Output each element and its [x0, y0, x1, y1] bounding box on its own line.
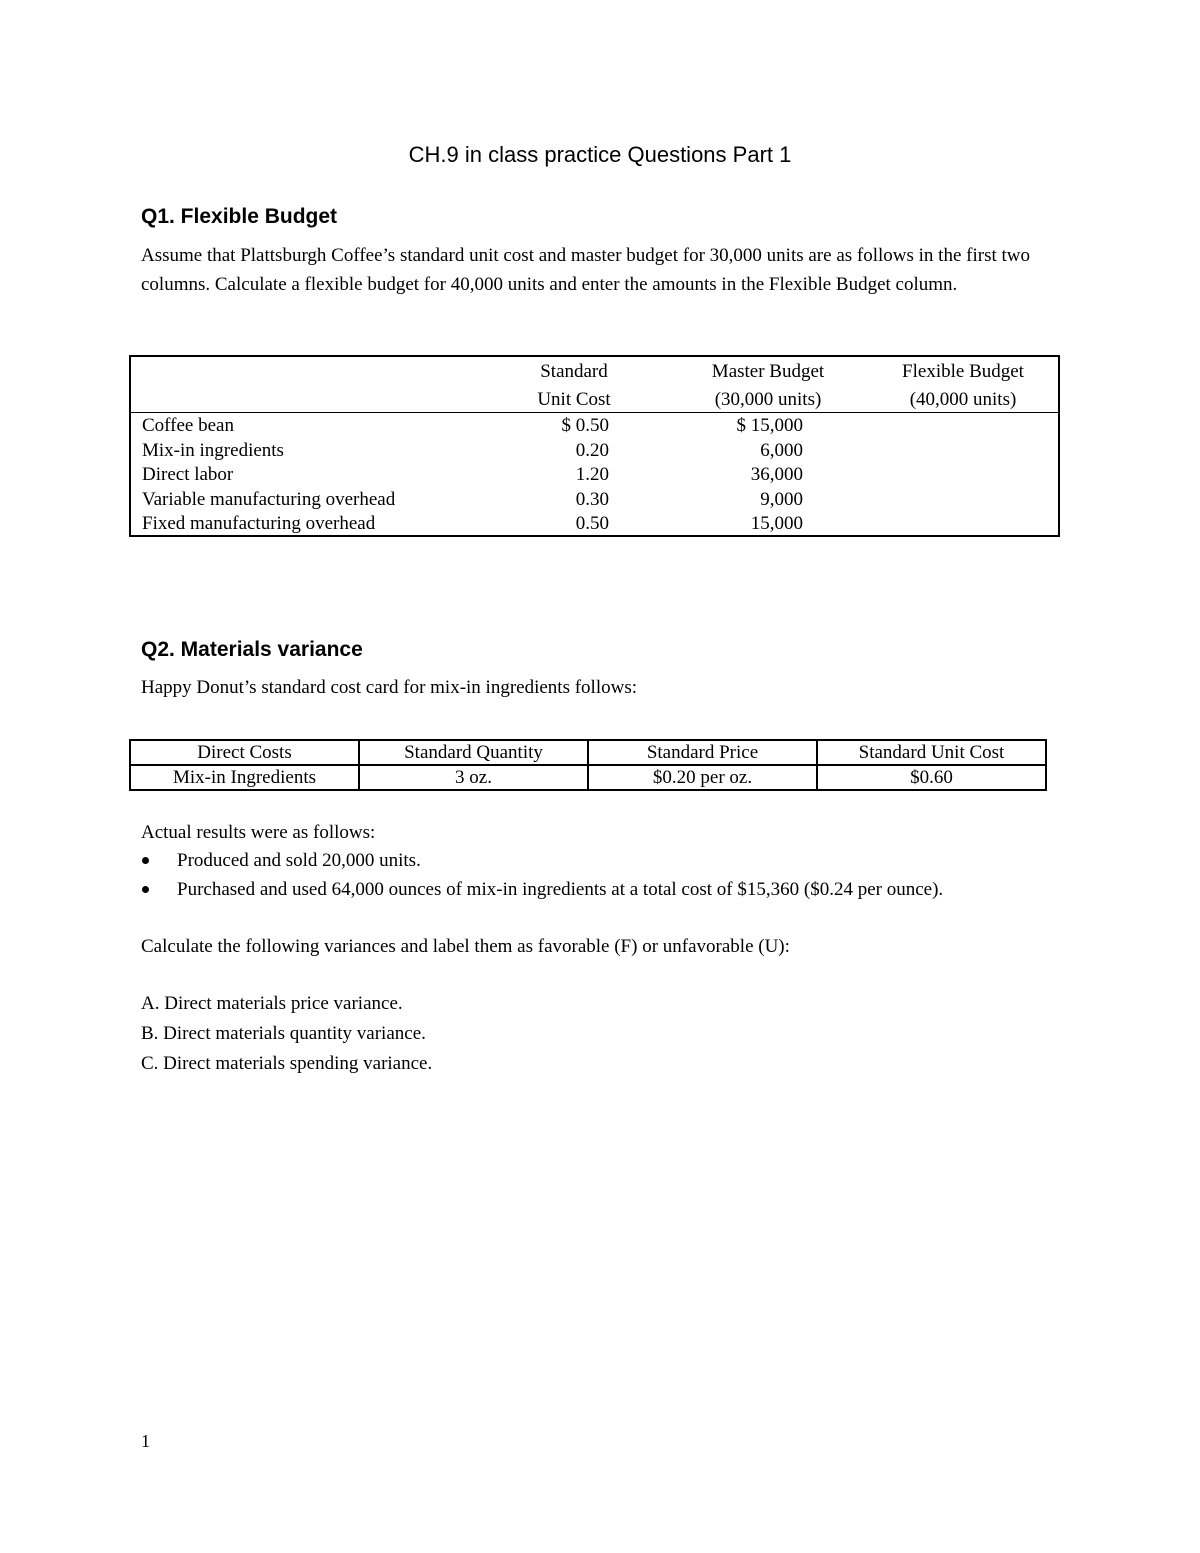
col-header-standard-line2: Unit Cost: [537, 389, 611, 410]
header-divider: [131, 412, 1058, 413]
bullet-icon: [142, 857, 149, 864]
row-unit-cost: 0.50: [575, 513, 609, 534]
standard-cost-card-table: [129, 739, 1047, 791]
table-row: [131, 512, 1058, 537]
list-item: [141, 875, 943, 904]
page-number: 1: [141, 1431, 150, 1451]
table-row: [131, 463, 1058, 488]
table-row: [131, 414, 1058, 439]
col-header-flexible-line1: Flexible Budget: [902, 361, 1024, 382]
row-label: Direct labor: [142, 464, 234, 485]
table-header-row: [130, 740, 1046, 765]
header-cell: Standard Unit Cost: [817, 740, 1046, 765]
header-cell: Standard Quantity: [359, 740, 588, 765]
table-cell: Mix-in Ingredients: [130, 765, 359, 790]
col-header-master: [685, 358, 851, 414]
row-label: Coffee bean: [142, 415, 234, 436]
row-unit-cost: 0.20: [575, 439, 609, 461]
col-header-master-line2: (30,000 units): [714, 389, 822, 410]
table-row: [131, 488, 1058, 513]
row-unit-cost: $ 0.50: [561, 415, 609, 436]
col-header-master-line1: Master Budget: [711, 361, 825, 382]
part-c: C. Direct materials spending variance.: [141, 1053, 433, 1074]
row-unit-cost: 0.30: [575, 488, 609, 510]
col-header-flexible-line2: (40,000 units): [909, 389, 1017, 410]
col-header-flexible: [875, 358, 1051, 414]
list-item-text: Purchased and used 64,000 ounces of mix-in ingredients at a total cost of $15,360 ($0.24 per ounce).: [177, 879, 944, 900]
q1-heading: Q1. Flexible Budget: [141, 205, 338, 228]
q2-intro: Happy Donut’s standard cost card for mix-in ingredients follows:: [141, 677, 638, 698]
header-cell: Direct Costs: [130, 740, 359, 765]
flexible-budget-table: [129, 355, 1060, 537]
part-a: A. Direct materials price variance.: [141, 993, 403, 1014]
list-item-text: Produced and sold 20,000 units.: [177, 850, 421, 871]
col-header-standard: [503, 358, 645, 414]
table-cell: $0.20 per oz.: [588, 765, 817, 790]
actual-results-list: [141, 846, 943, 904]
row-master-budget: 36,000: [750, 464, 803, 485]
table-row: [130, 765, 1046, 790]
row-label: Variable manufacturing overhead: [142, 488, 396, 510]
header-cell: Standard Price: [588, 740, 817, 765]
row-master-budget: $ 15,000: [736, 415, 803, 436]
page-title: CH.9 in class practice Questions Part 1: [408, 142, 792, 167]
row-master-budget: 6,000: [760, 439, 803, 461]
row-label: Mix-in ingredients: [142, 439, 284, 461]
row-master-budget: 15,000: [750, 513, 803, 534]
col-header-standard-line1: Standard: [540, 361, 608, 382]
list-item: [141, 846, 943, 875]
actual-results-label: Actual results were as follows:: [141, 822, 376, 843]
row-unit-cost: 1.20: [575, 464, 609, 485]
q1-intro: Assume that Plattsburgh Coffee’s standard unit cost and master budget for 30,000 units are as follows in the first two columns. Calculate a flexible budget for 40,000 units and enter the amounts in the Flexible Budget column.: [141, 245, 1030, 295]
table-cell: $0.60: [817, 765, 1046, 790]
part-b: B. Direct materials quantity variance.: [141, 1023, 426, 1044]
row-label: Fixed manufacturing overhead: [142, 513, 376, 534]
table-row: [131, 439, 1058, 464]
table-cell: 3 oz.: [359, 765, 588, 790]
row-master-budget: 9,000: [760, 488, 803, 510]
q2-heading: Q2. Materials variance: [141, 638, 363, 661]
q2-instruction: Calculate the following variances and label them as favorable (F) or unfavorable (U):: [141, 936, 790, 957]
bullet-icon: [142, 886, 149, 893]
